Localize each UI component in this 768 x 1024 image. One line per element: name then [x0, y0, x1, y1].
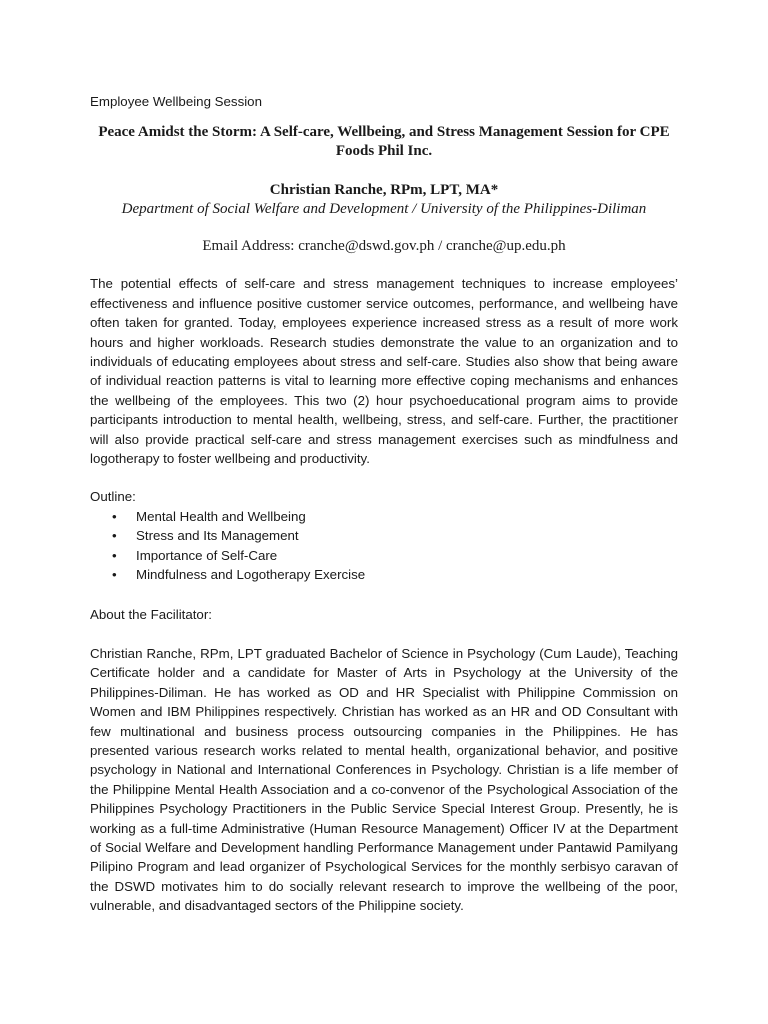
bullet-icon: •	[112, 547, 117, 563]
bullet-icon: •	[112, 508, 117, 524]
session-title: Peace Amidst the Storm: A Self-care, Wellbeing, and Stress Management Session for CPE Foods Phil Inc.	[98, 124, 670, 160]
outline-item-label: Stress and Its Management	[136, 528, 299, 544]
outline-list	[90, 507, 678, 585]
list-item	[90, 526, 678, 545]
outline-heading: Outline:	[90, 489, 136, 505]
list-item	[90, 507, 678, 526]
author-email: Email Address: cranche@dswd.gov.ph / cranche@up.edu.ph	[202, 238, 566, 255]
facilitator-heading: About the Facilitator:	[90, 606, 212, 622]
bullet-icon: •	[112, 528, 117, 544]
session-description: The potential effects of self-care and stress management techniques to increase employees’ effectiveness and influence positive customer service outcomes, performance, and wellbeing have often taken for granted. Today, employees experience increased stress as a result of more work hours and higher workloads. Research studies demonstrate the value to an organization and to individuals of educating employees about stress and self-care. Studies also show that being aware of individual reaction patterns is vital to learning more effective coping mechanisms and enhances the wellbeing of the employees. This two (2) hour psychoeducational program aims to provide participants introduction to mental health, wellbeing, stress, and self-care. Further, the practitioner will also provide practical self-care and stress management exercises such as mindfulness and logotherapy to foster wellbeing and productivity.	[90, 276, 678, 467]
author-name: Christian Ranche, RPm, LPT, MA*	[269, 182, 499, 199]
list-item	[90, 546, 678, 565]
list-item	[90, 565, 678, 584]
outline-item-label: Mental Health and Wellbeing	[136, 508, 306, 524]
author-affiliation: Department of Social Welfare and Development / University of the Philippines-Diliman	[121, 201, 647, 218]
document-page	[90, 92, 678, 916]
bullet-icon: •	[112, 567, 117, 583]
outline-item-label: Importance of Self-Care	[136, 547, 278, 563]
document-header-label: Employee Wellbeing Session	[90, 94, 262, 109]
outline-item-label: Mindfulness and Logotherapy Exercise	[136, 567, 366, 583]
facilitator-bio: Christian Ranche, RPm, LPT graduated Bachelor of Science in Psychology (Cum Laude), Teaching Certificate holder and a candidate for Master of Arts in Psychology at the University of the Philippines-Diliman. He has worked as OD and HR Specialist with Philippine Commission on Women and IBM Philippines respectively. Christian has worked as an HR and OD Consultant with few multinational and business process outsourcing companies in the Philippines. He has presented various research works related to mental health, organizational behavior, and positive psychology in National and International Conferences in Psychology. Christian is a life member of the Philippine Mental Health Association and a co-convenor of the Psychological Association of the Philippines Psychology Practitioners in the Public Service Special Interest Group. Presently, he is working as a full-time Administrative (Human Resource Management) Officer IV at the Department of Social Welfare and Development handling Performance Management under Pantawid Pamilyang Pilipino Program and lead organizer of Psychological Services for the monthly serbisyo caravan of the DSWD motivates him to do socially relevant research to improve the wellbeing of the poor, vulnerable, and disadvantaged sectors of the Philippine society.	[90, 645, 678, 914]
